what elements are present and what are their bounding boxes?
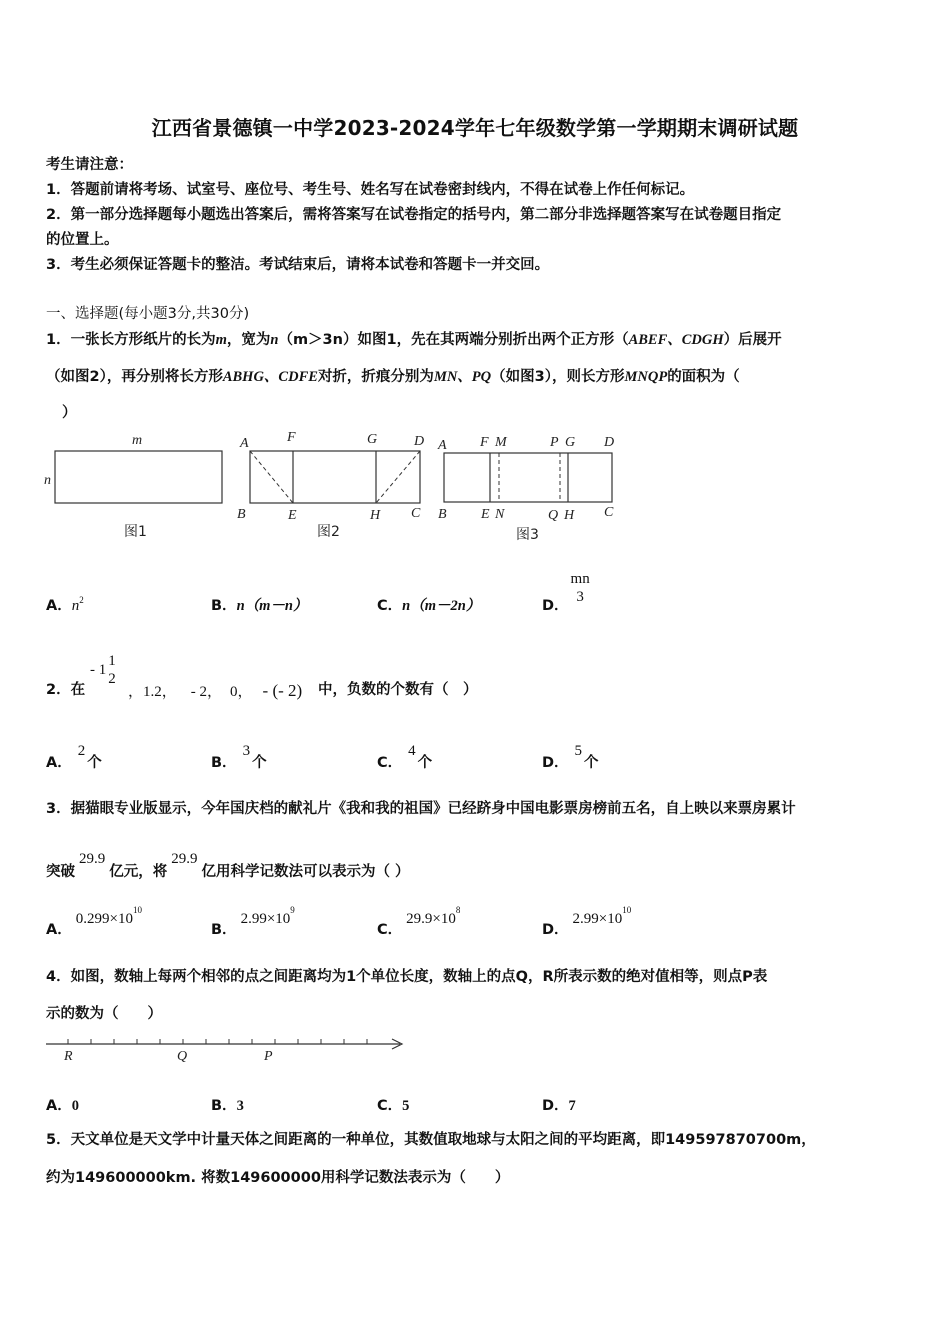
- question-3-option-b[interactable]: B．$2.99\times 10^9$: [211, 905, 295, 938]
- figure-2-label-h: H: [370, 508, 381, 523]
- figure-2-label-g: G: [367, 432, 378, 447]
- figure-3-label-g: G: [565, 435, 576, 450]
- notice-item-3: 3．考生必须保证答题卡的整洁。考试结束后，请将本试卷和答题卡一并交回。: [46, 257, 550, 273]
- question-1-line-3: ）: [62, 405, 77, 421]
- figure-3-label-f: F: [480, 435, 489, 450]
- figure-1-label-m: m: [132, 433, 143, 448]
- question-4-line-2: 示的数为（ ）: [46, 1006, 162, 1022]
- question-1-option-c[interactable]: C．n（m－2n）: [377, 598, 481, 614]
- figure-2-label-d: D: [414, 434, 425, 449]
- section-heading: 一、选择题(每小题3分,共30分): [46, 306, 250, 322]
- figure-3-label-b: B: [438, 507, 447, 522]
- question-1-figures: [40, 428, 630, 548]
- question-4-option-a[interactable]: A．0: [46, 1098, 79, 1114]
- question-5-line-2: 约为149600000km. 将数149600000用科学记数法表示为（ ）: [46, 1170, 510, 1186]
- figure-2-label-e: E: [288, 508, 297, 523]
- figure-3: [437, 435, 614, 543]
- number-line-label-q: Q: [177, 1049, 188, 1064]
- figure-3-label-a: A: [438, 438, 447, 453]
- question-3-option-c[interactable]: C．$29.9\times 10^8$: [377, 905, 461, 938]
- question-2-option-d[interactable]: D．5个: [542, 743, 599, 771]
- question-2-option-a[interactable]: A．2个: [46, 743, 102, 771]
- question-4-option-d[interactable]: D．7: [542, 1098, 576, 1114]
- figure-2-label-a: A: [240, 436, 249, 451]
- question-4-option-b[interactable]: B．3: [211, 1098, 244, 1114]
- question-2-values: ，1.2， - 2， 0， - (- 2): [128, 681, 303, 700]
- number-line-label-r: R: [64, 1049, 73, 1064]
- number-line-ticks: [68, 1039, 367, 1044]
- question-4-number-line: [44, 1032, 408, 1068]
- figure-2-caption: 图2: [317, 524, 340, 540]
- page-title: 江西省景德镇一中学2023-2024学年七年级数学第一学期期末调研试题: [151, 116, 799, 140]
- figure-3-label-q: Q: [548, 508, 559, 523]
- figure-3-label-n: N: [495, 507, 505, 522]
- notice-item-2-cont: 的位置上。: [46, 232, 119, 248]
- figure-2-label-c: C: [411, 506, 421, 521]
- question-2-option-c[interactable]: C．4个: [377, 743, 433, 771]
- figure-2-label-f: F: [287, 430, 296, 445]
- figure-3-label-h: H: [564, 508, 575, 523]
- question-2-mixed-number: - 1 1 2: [90, 653, 116, 687]
- figure-3-label-m: M: [495, 435, 507, 450]
- question-2-stem: 2．在: [46, 682, 86, 698]
- figure-3-label-c: C: [604, 505, 614, 520]
- question-1-option-b[interactable]: B．n（m－n）: [211, 598, 308, 614]
- question-5-line-1: 5．天文单位是天文学中计量天体之间距离的一种单位，其数值取地球与太阳之间的平均距离，即149597870700m，: [46, 1132, 816, 1148]
- question-1-option-a[interactable]: A．$n^2$: [46, 595, 84, 614]
- question-4-option-c[interactable]: C．5: [377, 1098, 410, 1114]
- figure-3-label-e: E: [481, 507, 490, 522]
- figure-3-label-d: D: [604, 435, 615, 450]
- figure-1-label-n: n: [44, 473, 51, 488]
- figure-3-caption: 图3: [516, 527, 539, 543]
- question-1-line-2: （如图2），再分别将长方形ABHG、CDFE对折，折痕分别为MN、PQ（如图3），则长方形MNQP的面积为（: [46, 369, 740, 385]
- notice-item-1: 1．答题前请将考场、试室号、座位号、考生号、姓名写在试卷密封线内，不得在试卷上作任何标记。: [46, 182, 695, 198]
- question-3-option-d[interactable]: D．$2.99\times 10^{10}$: [542, 905, 632, 938]
- question-1-line-1: 1．一张长方形纸片的长为m，宽为n（m＞3n）如图1，先在其两端分别折出两个正方形（ABEF、CDGH）后展开: [46, 332, 782, 348]
- figure-3-label-p: P: [550, 435, 559, 450]
- question-2-option-b[interactable]: B．3个: [211, 743, 267, 771]
- figure-1-caption: 图1: [124, 524, 147, 540]
- question-3-line-1: 3．据猫眼专业版显示，今年国庆档的献礼片《我和我的祖国》已经跻身中国电影票房榜前五名，自上映以来票房累计: [46, 801, 796, 817]
- number-line-label-p: P: [264, 1049, 273, 1064]
- notice-item-2: 2．第一部分选择题每小题选出答案后，需将答案写在试卷指定的括号内，第二部分非选择题答案写在试卷题目指定: [46, 207, 782, 223]
- question-2-suffix: 中，负数的个数有（ ）: [318, 682, 478, 698]
- figure-1: [44, 433, 222, 540]
- question-3-option-a[interactable]: A．$0.299\times 10^{10}$: [46, 905, 142, 938]
- question-1-option-d[interactable]: D． mn 3: [542, 571, 590, 614]
- figure-2-label-b: B: [237, 507, 246, 522]
- question-4-line-1: 4．如图，数轴上每两个相邻的点之间距离均为1个单位长度，数轴上的点Q，R所表示数的绝对值相等，则点P表: [46, 969, 768, 985]
- notice-heading: 考生请注意：: [46, 157, 133, 173]
- question-3-line-2: 突破29.9亿元，将29.9亿用科学记数法可以表示为（ ）: [46, 851, 410, 880]
- figure-2: [237, 430, 424, 540]
